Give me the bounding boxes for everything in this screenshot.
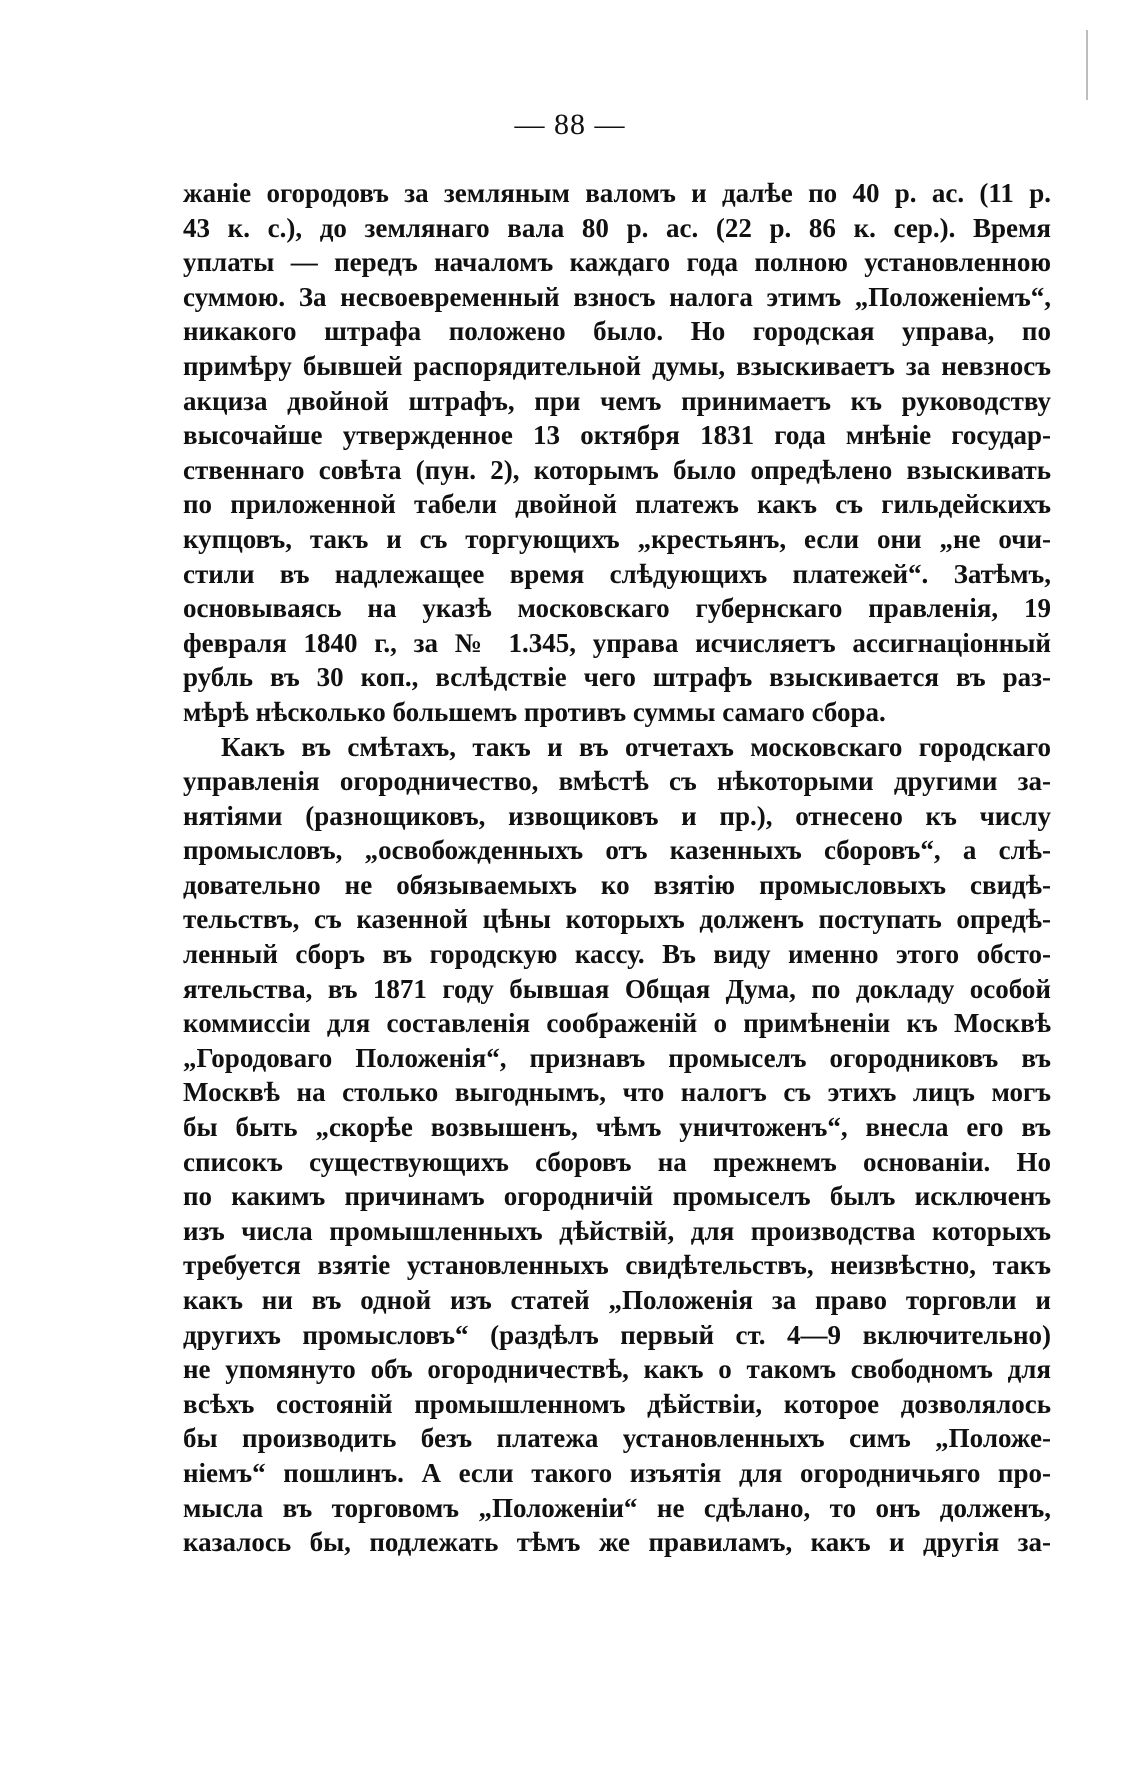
text-line: какъ ни въ одной изъ статей „Положенія за право торговли и xyxy=(183,1285,1051,1315)
text-line: бы производить безъ платежа установленныхъ симъ „Положе- xyxy=(183,1423,1051,1454)
text-line: управленія огородничество, вмѣстѣ съ нѣкоторыми другими за- xyxy=(183,766,1051,797)
text-line: 43 к. с.), до землянаго вала 80 р. ас. (22 р. 86 к. сер.). Время xyxy=(183,212,1051,243)
text-line: нятіями (разнощиковъ, извощиковъ и пр.), отнесено къ числу xyxy=(183,800,1051,831)
text-line: стили въ надлежащее время слѣдующихъ платежей“. Затѣмъ, xyxy=(183,558,1051,589)
text-line: ятельства, въ 1871 году бывшая Общая Дума, по докладу особой xyxy=(183,973,1051,1004)
text-line: промысловъ, „освобожденныхъ отъ казенныхъ сборовъ“, а слѣ- xyxy=(183,835,1051,866)
text-line: февраля 1840 г., за № 1.345, управа исчисляетъ ассигнаціонный xyxy=(183,627,1051,658)
text-line: коммиссіи для составленія соображеній о примѣненіи къ Москвѣ xyxy=(183,1008,1051,1039)
body-text xyxy=(183,176,1051,1560)
text-line: другихъ промысловъ“ (раздѣлъ первый ст. 4—9 включительно) xyxy=(183,1319,1051,1350)
text-line: тельствъ, съ казенной цѣны которыхъ долженъ поступать опредѣ- xyxy=(183,904,1051,935)
text-line: казалось бы, подлежать тѣмъ же правиламъ, какъ и другія за- xyxy=(183,1527,1051,1558)
text-line: всѣхъ состояній промышленномъ дѣйствіи, которое дозволялось xyxy=(183,1388,1051,1419)
text-line: никакого штрафа положено было. Но городская управа, по xyxy=(183,316,1051,347)
text-line: Какъ въ смѣтахъ, такъ и въ отчетахъ московскаго городскаго xyxy=(221,731,1051,762)
text-line: по приложенной табели двойной платежъ какъ съ гильдейскихъ xyxy=(183,489,1051,520)
text-line: уплаты — передъ началомъ каждаго года полною установленною xyxy=(183,247,1051,278)
text-line: не упомянуто объ огородничествѣ, какъ о такомъ свободномъ для xyxy=(183,1354,1051,1385)
text-line: рубль въ 30 коп., вслѣдствіе чего штрафъ взыскивается въ раз- xyxy=(183,662,1051,693)
text-line: по какимъ причинамъ огородничій промыселъ былъ исключенъ xyxy=(183,1181,1051,1212)
text-line: довательно не обязываемыхъ ко взятію промысловыхъ свидѣ- xyxy=(183,869,1051,900)
text-line: Москвѣ на столько выгоднымъ, что налогъ съ этихъ лицъ могъ xyxy=(183,1077,1051,1108)
text-line: суммою. За несвоевременный взносъ налога этимъ „Положеніемъ“, xyxy=(183,281,1051,312)
text-line: акциза двойной штрафъ, при чемъ принимаетъ къ руководству xyxy=(183,385,1051,416)
text-line: мысла въ торговомъ „Положеніи“ не сдѣлано, то онъ долженъ, xyxy=(183,1492,1051,1523)
text-line: основываясь на указѣ московскаго губернскаго правленія, 19 xyxy=(183,593,1051,624)
text-line: ніемъ“ пошлинъ. А если такого изъятія для огородничьяго про- xyxy=(183,1457,1051,1488)
text-line: „Городоваго Положенія“, признавъ промыселъ огородниковъ въ xyxy=(183,1042,1051,1073)
text-line: изъ числа промышленныхъ дѣйствій, для производства которыхъ xyxy=(183,1215,1051,1246)
text-line: бы быть „скорѣе возвышенъ, чѣмъ уничтоженъ“, внесла его въ xyxy=(183,1112,1051,1143)
text-line: требуется взятіе установленныхъ свидѣтельствъ, неизвѣстно, такъ xyxy=(183,1250,1051,1281)
text-line: высочайше утвержденное 13 октября 1831 года мнѣніе государ- xyxy=(183,420,1051,451)
text-line: мѣрѣ нѣсколько большемъ противъ суммы самаго сбора. xyxy=(183,696,886,727)
text-line: примѣру бывшей распорядительной думы, взыскиваетъ за невзносъ xyxy=(183,350,1051,381)
text-line: списокъ существующихъ сборовъ на прежнемъ основаніи. Но xyxy=(183,1146,1051,1177)
text-line: купцовъ, такъ и съ торгующихъ „крестьянъ, если они „не очи- xyxy=(183,523,1051,554)
page-number: — 88 — xyxy=(514,108,626,141)
text-line: ственнаго совѣта (пун. 2), которымъ было опредѣлено взыскивать xyxy=(183,454,1051,485)
scan-edge-mark xyxy=(1086,30,1088,100)
text-line: ленный сборъ въ городскую кассу. Въ виду именно этого обсто- xyxy=(183,939,1051,970)
text-line: жаніе огородовъ за земляным валомъ и далѣе по 40 р. ас. (11 р. xyxy=(183,178,1051,208)
